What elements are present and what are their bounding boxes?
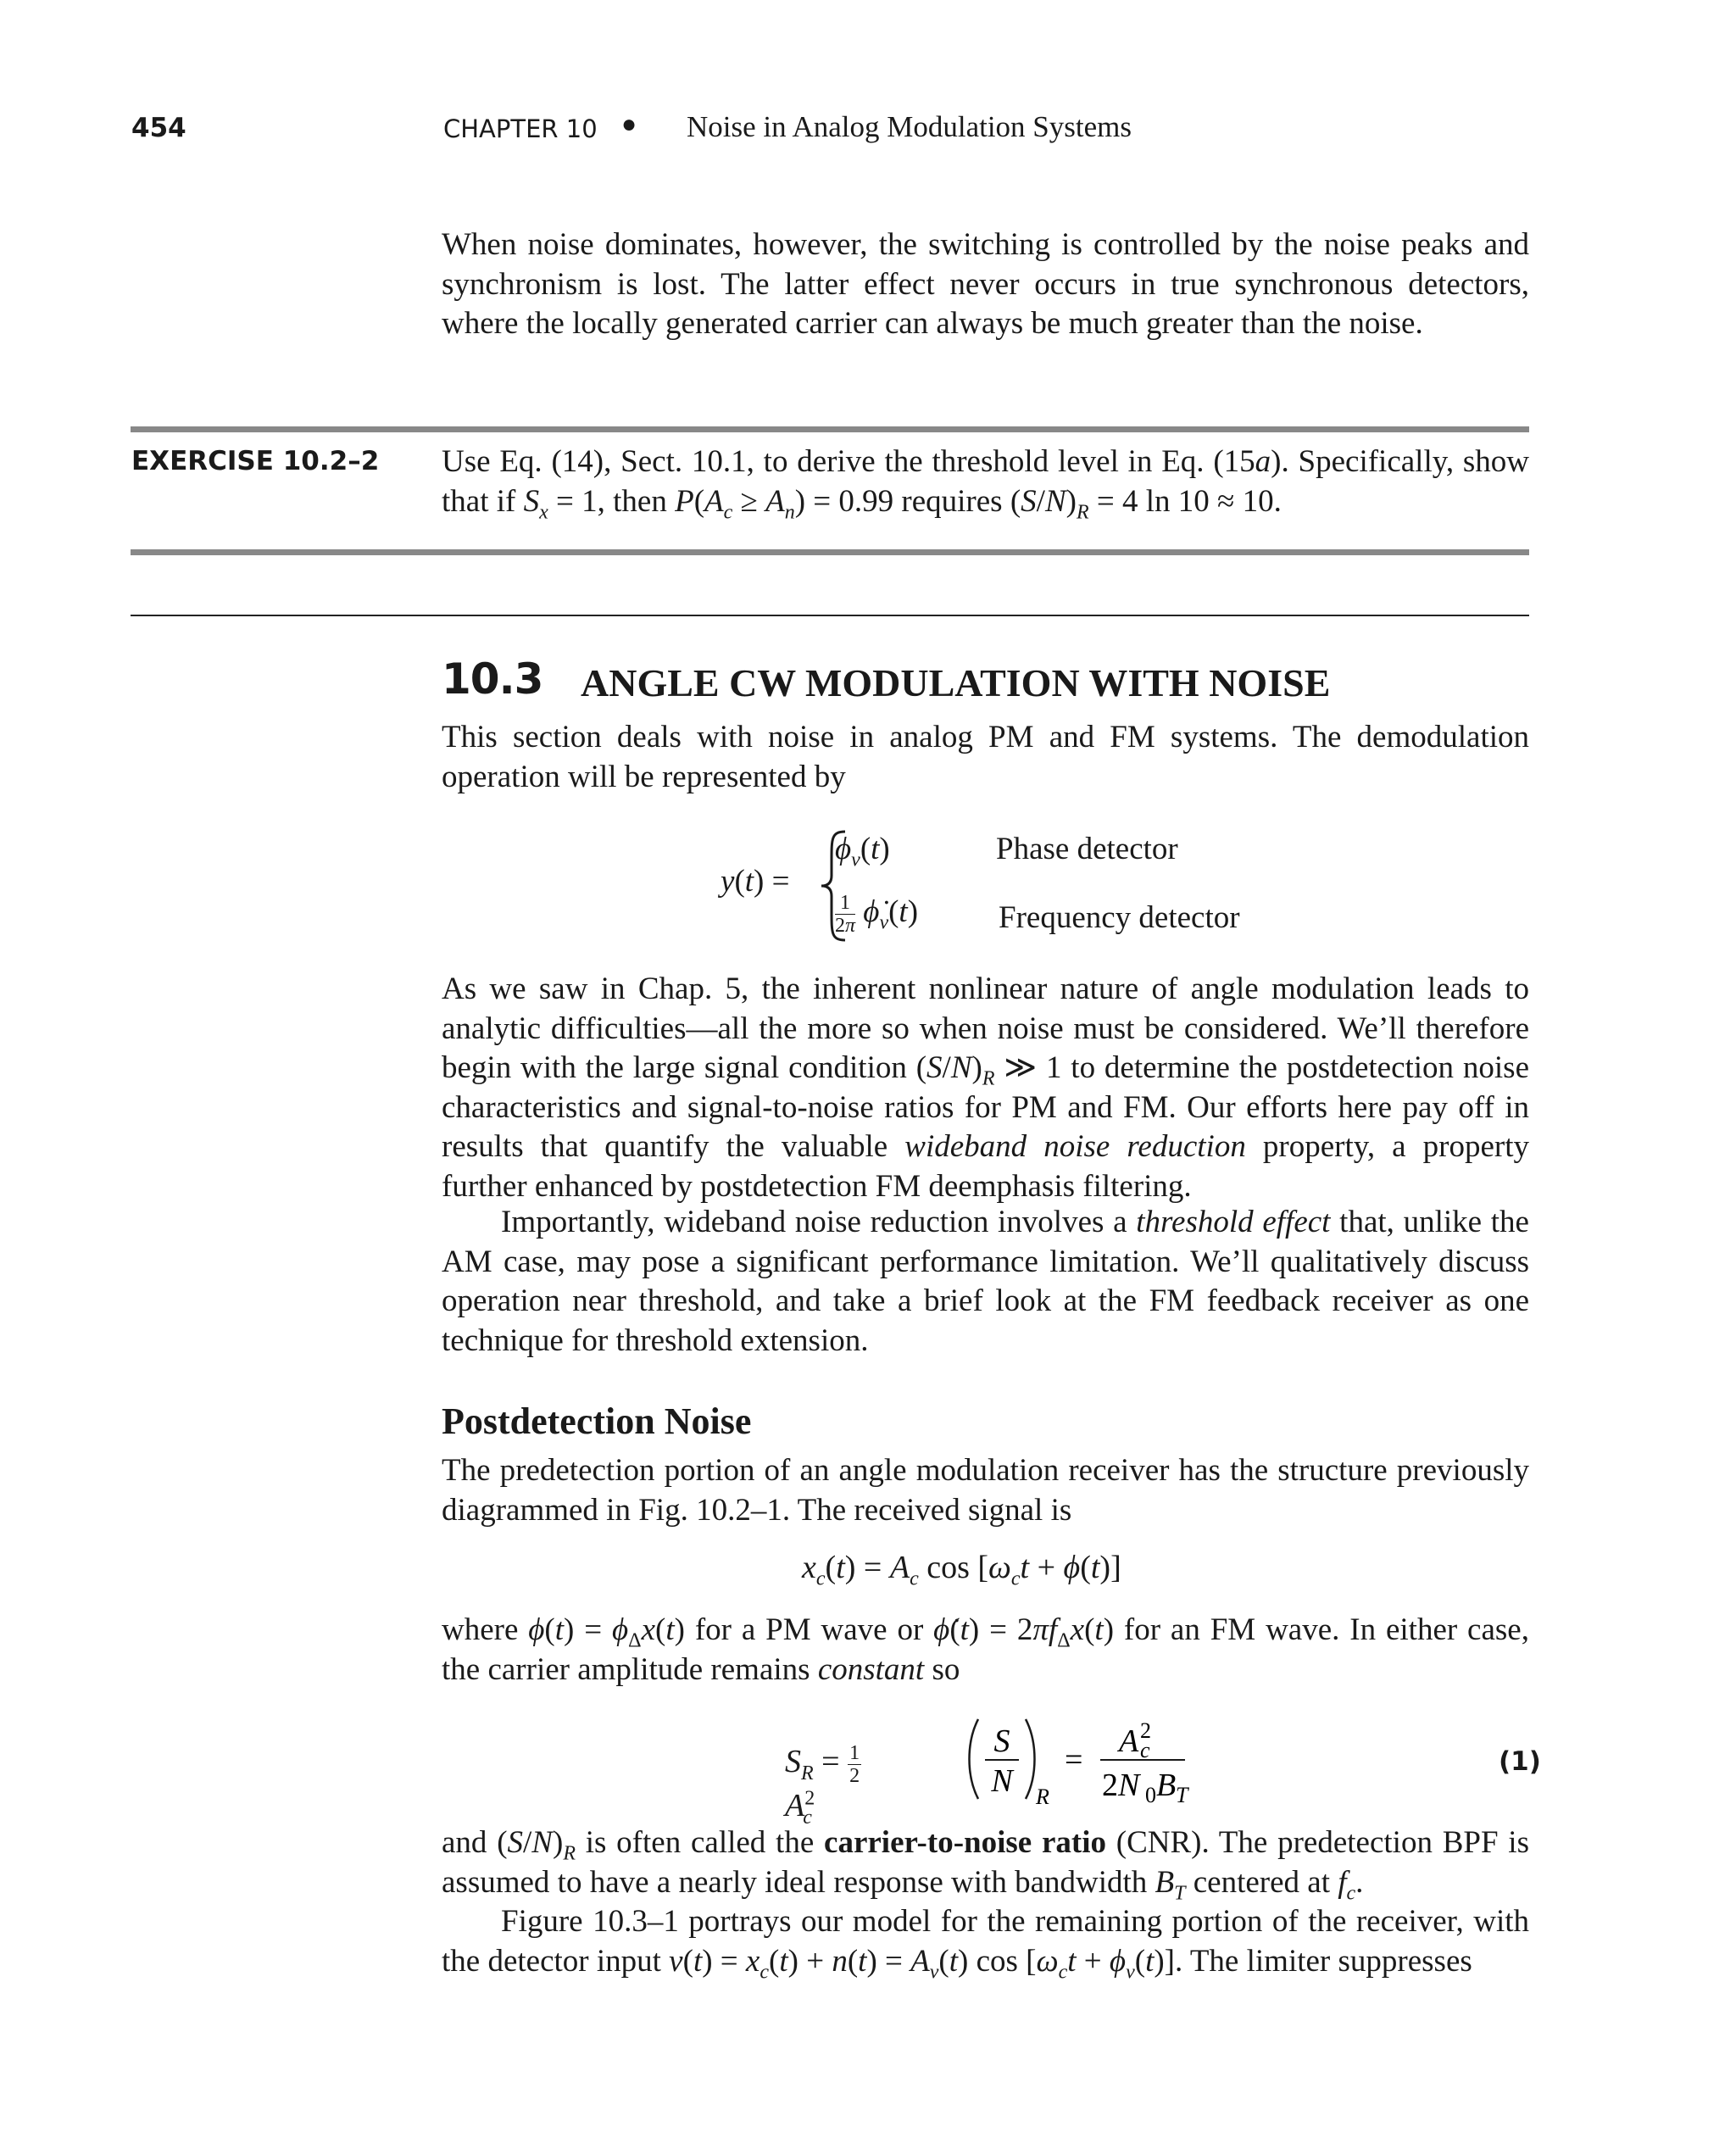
svg-text:T: T <box>1176 1783 1188 1807</box>
exercise-text: Use Eq. (14), Sect. 10.1, to derive the threshold level in Eq. (15a). Specifically, show that if $S_x = 1$, then $P(A_c \ge A_n) = 0.99$ requires $(S/N)_R = 4$ ln 10 ≈ 10. <box>442 444 1529 523</box>
one-over-two-pi-fraction: $\frac{1}{2\pi}$ <box>835 892 856 937</box>
running-header-chapter: CHAPTER 10 <box>443 114 598 143</box>
exercise-line1-b: ). Specifically, show <box>1271 444 1529 479</box>
exercise-line1-italic: a <box>1255 444 1271 479</box>
intro-paragraph: When noise dominates, however, the switching is controlled by the noise peaks and synchronism is lost. The latter effect never occurs in true synchronous detectors, where the locally generated carrier can always be much greater than the noise. <box>442 227 1529 341</box>
cnr-paragraph: and $(S/N)_R$ is often called the carrier-to-noise ratio (CNR). The predetection BPF is assumed to have a nearly ideal response with bandwidth $B_T$ centered at $f_c$. <box>442 1825 1529 1904</box>
received-signal-equation: $x_c(t) = A_c$ $\cos [\omega_ct + \phi(t)]$ <box>802 1550 1121 1590</box>
figure-paragraph: Figure 10.3–1 portrays our model for the remaining portion of the receiver, with the detector input $v(t) = x_c(t) + n(t) = A_v(t)$ $\cos [\omega_ct + \phi_v(t)]$. The limiter suppresses <box>442 1904 1529 1983</box>
svg-text:R: R <box>1036 1784 1049 1809</box>
svg-text:N: N <box>991 1763 1013 1799</box>
predetection-paragraph: The predetection portion of an angle modulation receiver has the structure previously diagrammed in Fig. 10.2–1. The received signal is <box>442 1453 1529 1528</box>
running-header-title: Noise in Analog Modulation Systems <box>687 110 1132 143</box>
svg-text:0: 0 <box>1145 1783 1156 1807</box>
threshold-paragraph: Importantly, wideband noise reduction involves a threshold effect that, unlike the AM case, may pose a significant performance limitation. We’ll qualitatively discuss operation near threshold, and take a brief look at the FM feedback receiver as one technique for threshold extension. <box>442 1205 1529 1358</box>
exercise-label: EXERCISE 10.2–2 <box>131 446 380 476</box>
svg-text:c: c <box>1140 1738 1150 1762</box>
svg-text:A: A <box>1119 1723 1139 1759</box>
section-intro: This section deals with noise in analog PM and FM systems. The demodulation operation will be represented by <box>442 720 1529 794</box>
case2-label: Frequency detector <box>999 900 1240 935</box>
exercise-line2-d: = 4 ln 10 ≈ 10. <box>1088 483 1282 519</box>
subsection-title: Postdetection Noise <box>442 1400 752 1442</box>
where-paragraph: where $\phi(t) = \phi_\Delta x(t)$ for a PM wave or ϕ̇(t) = $2\pi f_\Delta x(t)$ for an FM wave. In either case, the carrier amplitude remains constant so <box>442 1612 1529 1687</box>
page-number: 454 <box>131 113 186 143</box>
exercise-top-rule <box>131 426 1529 432</box>
equation-number-1: (1) <box>1499 1746 1541 1777</box>
exercise-line2-b: = 1, then <box>548 483 676 519</box>
exercise-line2-a: that if <box>442 483 524 519</box>
exercise-bottom-rule <box>131 549 1529 555</box>
exercise-line1-a: Use Eq. (14), Sect. 10.1, to derive the threshold level in Eq. (15 <box>442 444 1255 479</box>
section-title: ANGLE CW MODULATION WITH NOISE <box>581 661 1331 704</box>
large-signal-paragraph: As we saw in Chap. 5, the inherent nonlinear nature of angle modulation leads to analytic difficulties—all the more so when noise must be considered. We’ll therefore begin with the large signal condition $(S/N)_R$ ≫ 1 to determine the postdetection noise characteristics and signal-to-noise ratios for PM and FM. Our efforts here pay off in results that quantify the valuable wideband noise reduction property, a property further enhanced by postdetection FM deemphasis filtering. <box>442 972 1530 1204</box>
svg-text:S: S <box>993 1723 1010 1759</box>
header-bullet: ● <box>621 110 637 138</box>
svg-text:=: = <box>1065 1742 1083 1778</box>
case2-expression: $\frac{1}{2\pi}$ $\phi̇_v(t)$ <box>835 892 919 937</box>
case1-label: Phase detector <box>996 832 1178 866</box>
svg-text:2N: 2N <box>1102 1768 1140 1803</box>
svg-text:2: 2 <box>1140 1718 1151 1743</box>
case1-expression: $\phi_v(t)$ <box>835 832 890 871</box>
cases-lhs: y(t) = <box>721 864 790 899</box>
signal-power-equation: $S_R$ = $\frac{1}{2}$ $A^2_c$ <box>785 1742 860 1829</box>
section-divider <box>131 615 1529 616</box>
cnr-equation-svg <box>966 1712 1187 1810</box>
svg-text:B: B <box>1156 1768 1177 1803</box>
exercise-line2-c: = 0.99 requires <box>805 483 1010 519</box>
section-number: 10.3 <box>442 654 543 704</box>
